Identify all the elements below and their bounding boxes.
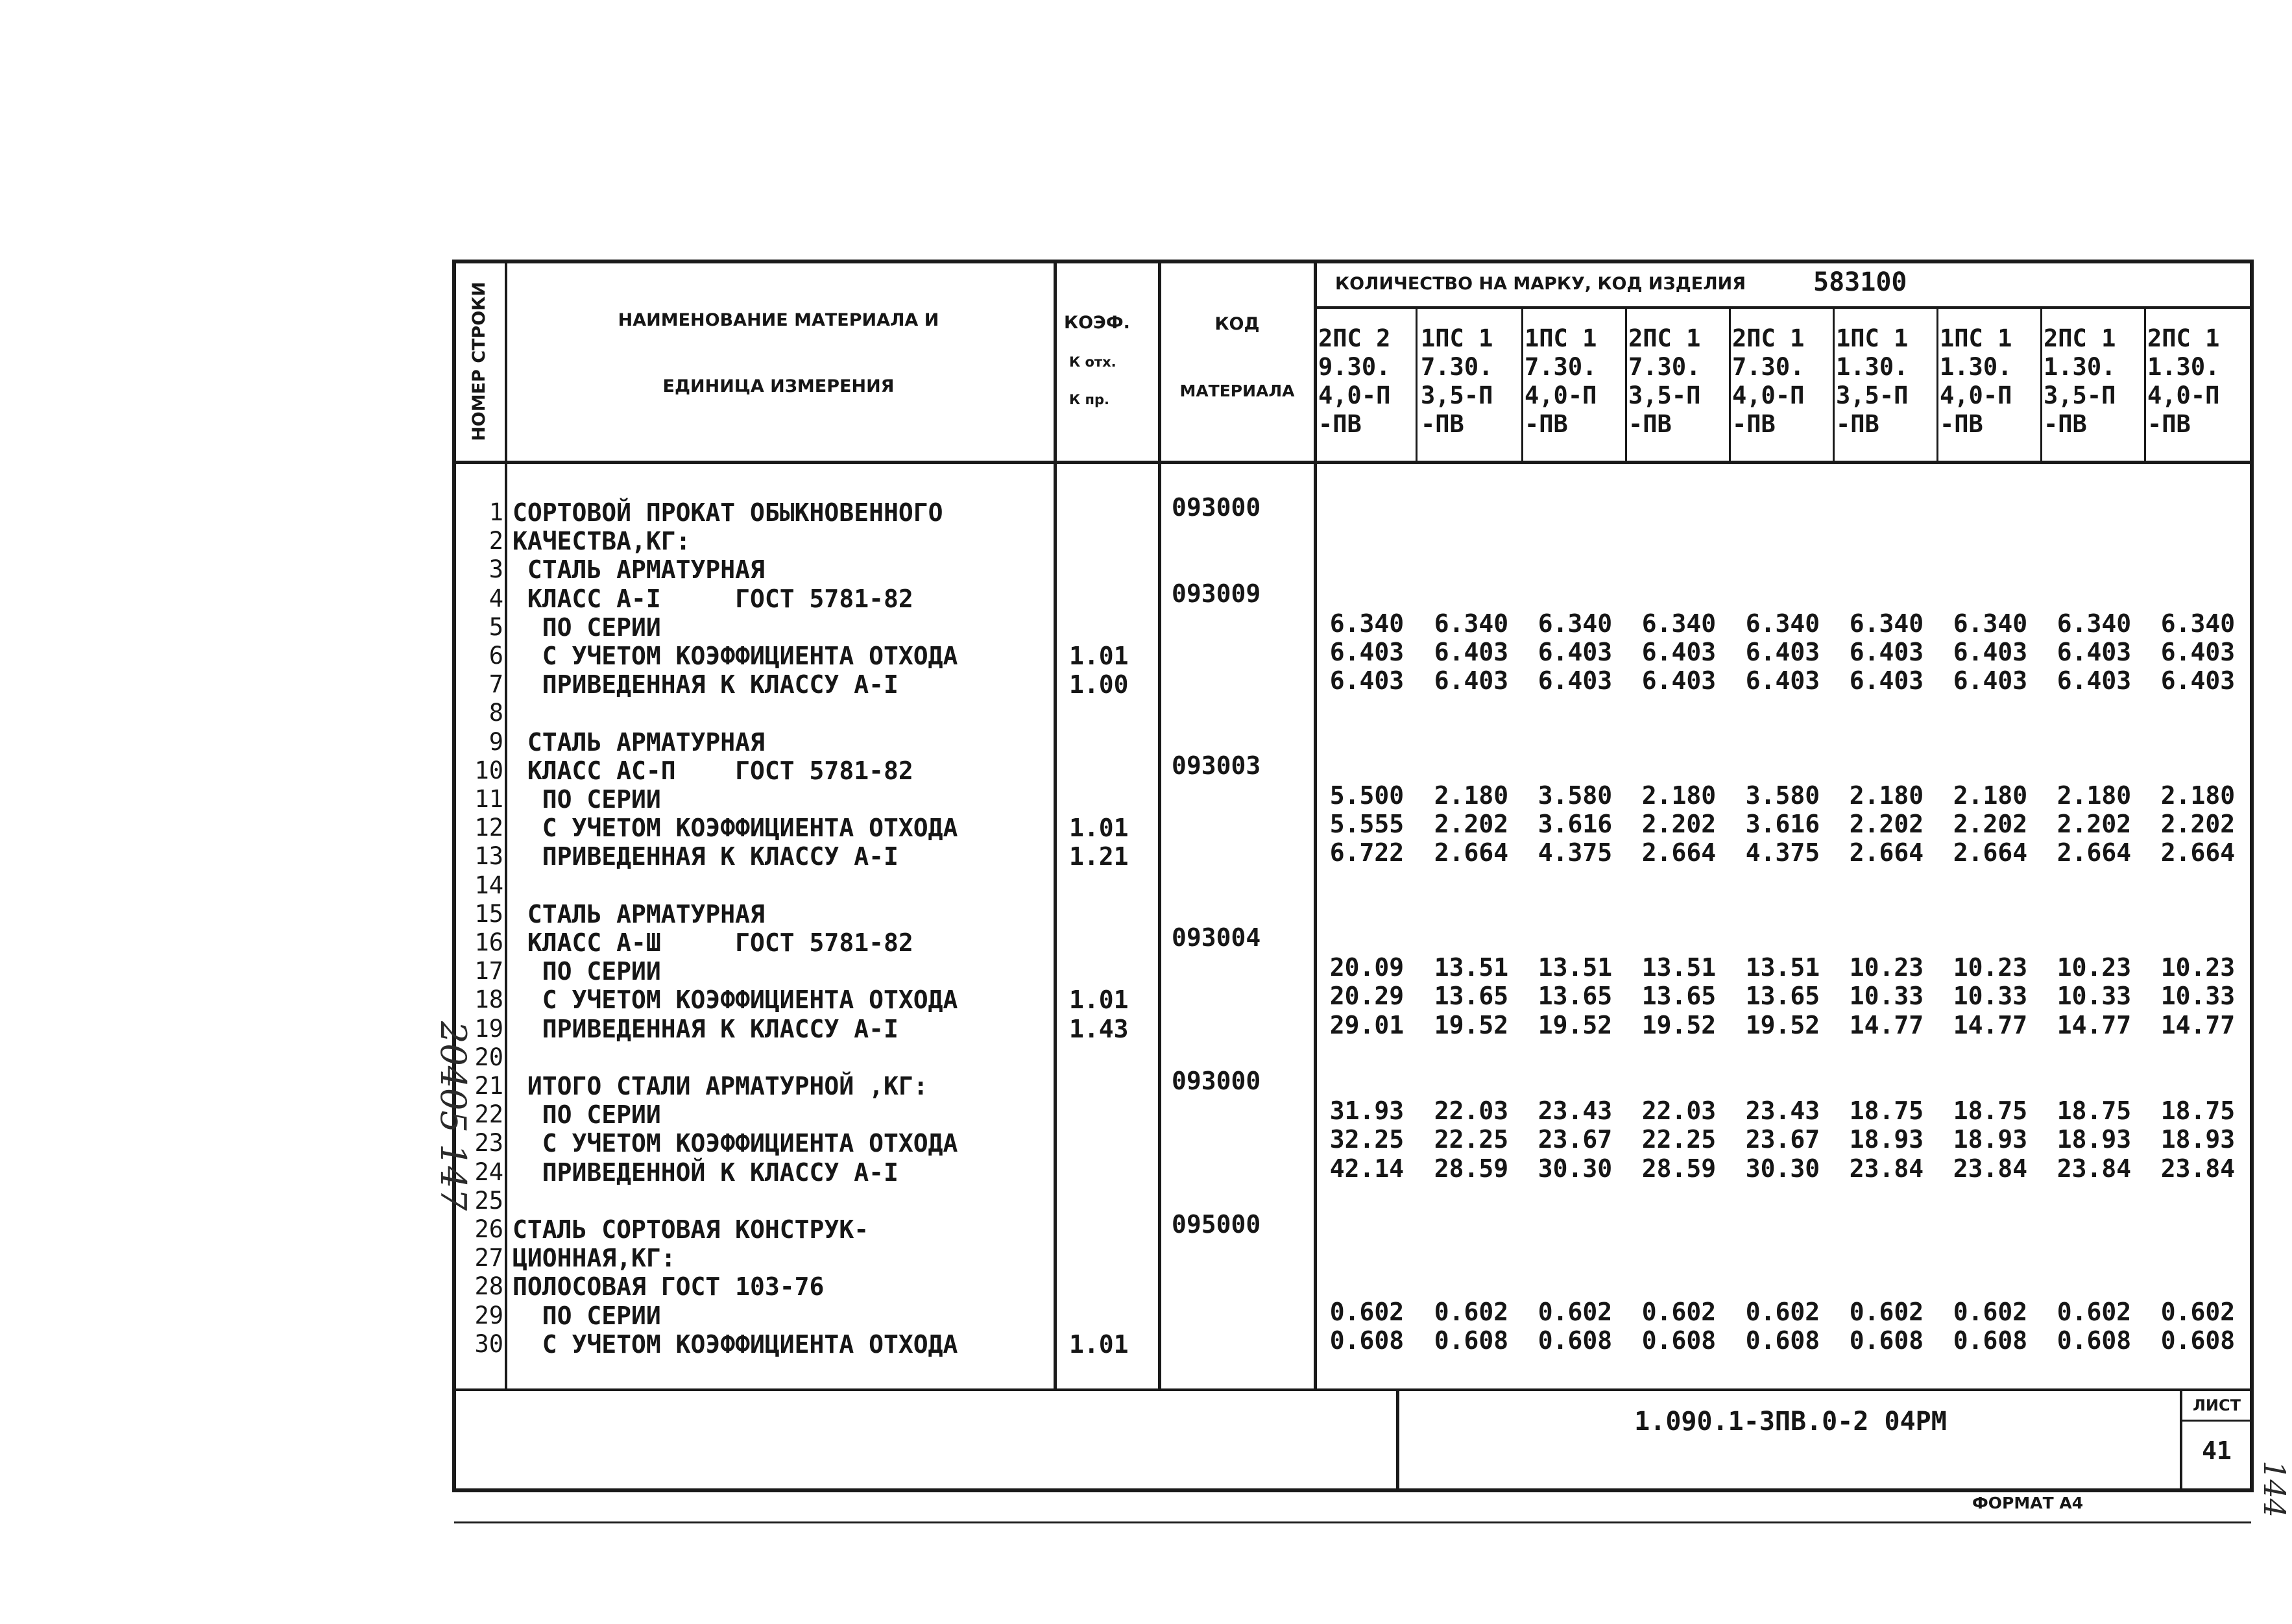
quantity-value: 6.403 [2160,666,2236,695]
quantity-value: 6.403 [1434,666,1509,695]
material-name: ПРИВЕДЕННАЯ К КЛАССУ А-I [513,842,899,871]
col-divider-q7 [2040,308,2042,463]
material-header-line1: НАИМЕНОВАНИЕ МАТЕРИАЛА И [618,310,939,330]
quantity-value: 0.608 [1745,1326,1820,1355]
column-header-line: 4,0-П [1525,382,1597,409]
quantity-value: 18.93 [1953,1125,2028,1154]
column-header-line: -ПВ [1732,410,1776,438]
quantity-value: 2.180 [2160,781,2236,810]
row-number: 13 [474,842,503,870]
quantity-value: 6.403 [2057,666,2132,695]
quantity-value: 0.608 [1953,1326,2028,1355]
quantity-value: 2.202 [2160,810,2236,838]
quantity-value: 18.93 [2057,1125,2132,1154]
quantity-value: 23.84 [1953,1154,2028,1183]
quantity-value: 22.03 [1641,1097,1717,1125]
quantity-value: 3.616 [1745,810,1820,838]
column-header-7 [1940,324,2012,439]
col-divider-q6 [1936,308,1938,463]
col-divider-rownum [505,260,507,1390]
column-header-line: 2ПС 1 [1628,324,1701,352]
material-code: 093004 [1172,923,1261,952]
row-number: 4 [489,585,503,612]
column-header-line: 3,5-П [1836,382,1909,409]
quantity-value: 6.403 [1641,638,1717,666]
quantity-value: 10.23 [2160,953,2236,982]
row-number: 7 [489,670,503,698]
quantity-value: 0.608 [2057,1326,2132,1355]
row-number: 1 [489,498,503,526]
quantity-value: 19.52 [1745,1011,1820,1039]
column-header-1 [1318,324,1390,439]
material-name: ПО СЕРИИ [513,1302,661,1330]
quantity-value: 6.403 [1745,638,1820,666]
column-header-line: 3,5-П [1628,382,1701,409]
quantity-value: 6.403 [1745,666,1820,695]
row-number: 3 [489,555,503,583]
quantity-value: 23.67 [1538,1125,1613,1154]
material-name: КЛАСС А-Ш ГОСТ 5781-82 [513,928,913,957]
column-header-line: 7.30. [1732,353,1805,381]
col-divider-q4 [1729,308,1731,463]
column-header-line: 1.30. [2147,353,2220,381]
column-header-5 [1732,324,1804,439]
quantity-header: КОЛИЧЕСТВО НА МАРКУ, КОД ИЗДЕЛИЯ [1335,274,1746,294]
quantity-value: 6.403 [1538,666,1613,695]
row-number: 26 [474,1215,503,1243]
row-number: 18 [474,986,503,1013]
quantity-value: 6.340 [1953,609,2028,638]
quantity-value: 10.23 [1953,953,2028,982]
quantity-value: 19.52 [1538,1011,1613,1039]
material-code: 095000 [1172,1210,1261,1239]
quantity-value: 6.403 [1953,666,2028,695]
material-name: С УЧЕТОМ КОЭФФИЦИЕНТА ОТХОДА [513,986,958,1014]
quantity-value: 18.75 [1953,1097,2028,1125]
quantity-value: 6.403 [1329,666,1405,695]
frame-top [452,260,2252,263]
quantity-value: 18.93 [1849,1125,1924,1154]
col-divider-q8 [2144,308,2146,463]
column-header-line: 1ПС 1 [1421,324,1493,352]
quantity-value: 2.180 [1953,781,2028,810]
frame-bottom [452,1488,2254,1492]
column-header-line: -ПВ [1318,410,1362,438]
quantity-value: 14.77 [1953,1011,2028,1039]
col-divider-coef [1158,260,1161,1390]
quantity-value: 13.51 [1434,953,1509,982]
quantity-value: 4.375 [1538,838,1613,867]
quantity-value: 32.25 [1329,1125,1405,1154]
row-number: 11 [474,785,503,813]
material-name: С УЧЕТОМ КОЭФФИЦИЕНТА ОТХОДА [513,1129,958,1157]
frame-right [2250,260,2254,1492]
quantity-value: 6.340 [1329,609,1405,638]
column-header-line: -ПВ [1421,410,1464,438]
column-header-line: 4,0-П [1732,382,1805,409]
quantity-value: 10.23 [2057,953,2132,982]
coef-header-line3: К пр. [1069,392,1109,407]
col-divider-q2 [1521,308,1523,463]
column-header-line: 4,0-П [1940,382,2012,409]
col-divider-q3 [1625,308,1627,463]
quantity-value: 2.664 [2057,838,2132,867]
quantity-value: 22.25 [1641,1125,1717,1154]
quantity-value: 13.51 [1641,953,1717,982]
quantity-value: 10.33 [1953,982,2028,1010]
column-header-line: 2ПС 2 [1318,324,1391,352]
material-name: С УЧЕТОМ КОЭФФИЦИЕНТА ОТХОДА [513,1330,958,1359]
column-header-4 [1628,324,1700,439]
quantity-value: 2.664 [1953,838,2028,867]
quantity-value: 14.77 [2057,1011,2132,1039]
row-number: 5 [489,613,503,641]
material-name: ПО СЕРИИ [513,613,661,642]
column-header-line: 7.30. [1525,353,1597,381]
quantity-value: 23.84 [2160,1154,2236,1183]
material-name: КЛАСС АС-П ГОСТ 5781-82 [513,757,913,785]
material-name: СТАЛЬ АРМАТУРНАЯ [513,728,765,757]
column-header-line: 3,5-П [2044,382,2116,409]
row-number: 9 [489,728,503,756]
row-number: 22 [474,1100,503,1128]
quantity-value: 0.608 [1538,1326,1613,1355]
coefficient: 1.43 [1069,1015,1129,1043]
quantity-value: 10.33 [2057,982,2132,1010]
quantity-value: 0.602 [2160,1298,2236,1326]
bottom-extra-line [454,1521,2251,1523]
coefficient: 1.01 [1069,642,1129,670]
quantity-value: 2.202 [1641,810,1717,838]
quantity-value: 2.180 [1641,781,1717,810]
row-number-header: НОМЕР СТРОКИ [469,282,489,441]
quantity-value: 23.84 [2057,1154,2132,1183]
row-number: 14 [474,871,503,899]
quantity-value: 2.202 [1434,810,1509,838]
column-header-line: 2ПС 1 [2147,324,2220,352]
quantity-value: 0.602 [1538,1298,1613,1326]
material-code: 093009 [1172,579,1261,608]
coefficient: 1.01 [1069,986,1129,1014]
quantity-value: 13.65 [1745,982,1820,1010]
quantity-value: 6.340 [1745,609,1820,638]
col-divider-q1 [1416,308,1417,463]
column-header-line: 1ПС 1 [1836,324,1909,352]
quantity-value: 19.52 [1641,1011,1717,1039]
material-name: С УЧЕТОМ КОЭФФИЦИЕНТА ОТХОДА [513,814,958,842]
quantity-value: 13.65 [1538,982,1613,1010]
quantity-value: 3.580 [1538,781,1613,810]
row-number: 28 [474,1272,503,1300]
row-number: 19 [474,1015,503,1043]
row-number: 25 [474,1187,503,1215]
column-header-line: 7.30. [1628,353,1701,381]
quantity-value: 0.602 [1849,1298,1924,1326]
quantity-value: 18.75 [2057,1097,2132,1125]
quantity-value: 0.602 [1745,1298,1820,1326]
quantity-value: 22.25 [1434,1125,1509,1154]
quantity-value: 6.403 [2057,638,2132,666]
row-number: 23 [474,1129,503,1157]
quantity-value: 10.33 [2160,982,2236,1010]
row-number: 8 [489,699,503,727]
quantity-value: 23.43 [1745,1097,1820,1125]
material-name: ПРИВЕДЕННАЯ К КЛАССУ А-I [513,1015,899,1043]
column-header-line: 4,0-П [1318,382,1391,409]
quantity-value: 13.51 [1745,953,1820,982]
column-header-line: 2ПС 1 [1732,324,1805,352]
material-name: СТАЛЬ СОРТОВАЯ КОНСТРУК- [513,1215,869,1244]
column-header-line: 1ПС 1 [1525,324,1597,352]
column-header-line: 3,5-П [1421,382,1493,409]
column-header-line: -ПВ [1836,410,1879,438]
quantity-value: 0.602 [1641,1298,1717,1326]
table-bottom-line [454,1388,2251,1391]
coefficient: 1.00 [1069,670,1129,699]
col-divider-code [1314,260,1317,1390]
column-header-line: 1.30. [1836,353,1909,381]
code-header-line1: КОД [1214,314,1260,334]
row-number: 16 [474,928,503,956]
material-name: ПО СЕРИИ [513,1100,661,1129]
quantity-value: 2.664 [1849,838,1924,867]
column-header-line: -ПВ [2044,410,2087,438]
material-name: ЦИОННАЯ,КГ: [513,1244,676,1272]
column-header-6 [1836,324,1908,439]
quantity-value: 30.30 [1745,1154,1820,1183]
coefficient: 1.01 [1069,814,1129,842]
quantity-value: 23.67 [1745,1125,1820,1154]
material-name: СТАЛЬ АРМАТУРНАЯ [513,900,765,928]
column-header-line: -ПВ [2147,410,2191,438]
quantity-value: 14.77 [1849,1011,1924,1039]
column-header-line: 9.30. [1318,353,1391,381]
column-header-line: 1.30. [1940,353,2012,381]
material-code: 093000 [1172,1067,1261,1095]
column-header-line: 2ПС 1 [2044,324,2116,352]
coef-header-line2: К отх. [1069,354,1116,370]
sheet-label: ЛИСТ [2192,1396,2241,1414]
quantity-value: 6.340 [2160,609,2236,638]
right-handwritten-note: 144 [2257,1460,2292,1518]
column-header-line: -ПВ [1525,410,1568,438]
material-name: СТАЛЬ АРМАТУРНАЯ [513,555,765,584]
quantity-value: 2.180 [1849,781,1924,810]
row-number: 10 [474,757,503,784]
quantity-value: 2.664 [1434,838,1509,867]
quantity-value: 6.403 [1849,638,1924,666]
quantity-value: 6.340 [1641,609,1717,638]
coefficient: 1.01 [1069,1330,1129,1359]
material-code: 093003 [1172,751,1261,780]
col-divider-q5 [1833,308,1835,463]
quantity-value: 18.75 [2160,1097,2236,1125]
material-name: ПОЛОСОВАЯ ГОСТ 103-76 [513,1272,825,1301]
quantity-value: 2.180 [1434,781,1509,810]
quantity-value: 0.602 [1434,1298,1509,1326]
material-name: СОРТОВОЙ ПРОКАТ ОБЫКНОВЕННОГО [513,498,943,527]
quantity-value: 22.03 [1434,1097,1509,1125]
row-number: 30 [474,1330,503,1358]
quantity-value: 23.43 [1538,1097,1613,1125]
sheet-box-mid [2181,1420,2251,1422]
quantity-value: 14.77 [2160,1011,2236,1039]
header-bottom-line [454,461,2251,464]
material-name: КАЧЕСТВА,КГ: [513,527,691,555]
row-number: 21 [474,1072,503,1100]
quantity-value: 6.403 [2160,638,2236,666]
quantity-value: 0.602 [1329,1298,1405,1326]
quantity-value: 6.340 [1538,609,1613,638]
column-header-line: -ПВ [1628,410,1672,438]
quantity-value: 20.09 [1329,953,1405,982]
row-number: 20 [474,1043,503,1071]
row-number: 15 [474,900,503,928]
quantity-value: 2.180 [2057,781,2132,810]
column-header-3 [1525,324,1597,439]
quantity-header-line [1314,306,2252,309]
quantity-value: 6.403 [1849,666,1924,695]
quantity-value: 3.616 [1538,810,1613,838]
sheet-box-left [2180,1390,2182,1490]
column-header-line: -ПВ [1940,410,1983,438]
quantity-value: 42.14 [1329,1154,1405,1183]
left-handwritten-note: 20405 147 [433,1021,474,1211]
coef-header-line1: КОЭФ. [1064,313,1130,333]
code-header-line2: МАТЕРИАЛА [1179,382,1295,400]
quantity-value: 0.608 [1434,1326,1509,1355]
quantity-value: 6.403 [1641,666,1717,695]
quantity-value: 6.403 [1434,638,1509,666]
material-name: ПО СЕРИИ [513,785,661,814]
quantity-value: 0.602 [2057,1298,2132,1326]
quantity-value: 20.29 [1329,982,1405,1010]
quantity-value: 2.202 [1953,810,2028,838]
quantity-value: 2.664 [1641,838,1717,867]
quantity-value: 6.340 [2057,609,2132,638]
quantity-value: 10.23 [1849,953,1924,982]
quantity-value: 4.375 [1745,838,1820,867]
row-number: 6 [489,642,503,670]
quantity-value: 2.202 [2057,810,2132,838]
quantity-value: 18.75 [1849,1097,1924,1125]
row-number: 12 [474,814,503,842]
material-name: ПРИВЕДЕННОЙ К КЛАССУ А-I [513,1158,899,1187]
document-code: 1.090.1-3ПВ.0-2 04РМ [1634,1407,1947,1436]
quantity-value: 18.93 [2160,1125,2236,1154]
quantity-value: 0.608 [1329,1326,1405,1355]
material-name: КЛАСС А-I ГОСТ 5781-82 [513,585,913,613]
material-name: С УЧЕТОМ КОЭФФИЦИЕНТА ОТХОДА [513,642,958,670]
col-divider-material [1054,260,1057,1390]
coefficient: 1.21 [1069,842,1129,871]
product-code: 583100 [1813,267,1907,297]
quantity-value: 13.65 [1641,982,1717,1010]
column-header-2 [1421,324,1493,439]
row-number: 2 [489,527,503,555]
quantity-value: 6.340 [1434,609,1509,638]
format-label: ФОРМАТ А4 [1972,1494,2084,1512]
column-header-line: 7.30. [1421,353,1493,381]
row-number: 29 [474,1302,503,1329]
column-header-9 [2147,324,2219,439]
quantity-value: 13.51 [1538,953,1613,982]
quantity-value: 31.93 [1329,1097,1405,1125]
column-header-line: 1ПС 1 [1940,324,2012,352]
quantity-value: 0.608 [1849,1326,1924,1355]
quantity-value: 19.52 [1434,1011,1509,1039]
quantity-value: 2.664 [2160,838,2236,867]
quantity-value: 6.403 [1538,638,1613,666]
quantity-value: 10.33 [1849,982,1924,1010]
column-header-8 [2044,324,2116,439]
quantity-value: 6.340 [1849,609,1924,638]
quantity-value: 0.608 [2160,1326,2236,1355]
row-number: 27 [474,1244,503,1272]
quantity-value: 5.500 [1329,781,1405,810]
quantity-value: 3.580 [1745,781,1820,810]
quantity-value: 13.65 [1434,982,1509,1010]
quantity-value: 6.403 [1953,638,2028,666]
quantity-value: 2.202 [1849,810,1924,838]
title-block-divider [1396,1390,1399,1490]
material-name: ПО СЕРИИ [513,957,661,986]
quantity-value: 28.59 [1641,1154,1717,1183]
material-name: ПРИВЕДЕННАЯ К КЛАССУ А-I [513,670,899,699]
quantity-value: 28.59 [1434,1154,1509,1183]
row-number: 17 [474,957,503,985]
material-code: 093000 [1172,493,1261,522]
quantity-value: 6.722 [1329,838,1405,867]
quantity-value: 6.403 [1329,638,1405,666]
material-name: ИТОГО СТАЛИ АРМАТУРНОЙ ,КГ: [513,1072,928,1100]
row-number: 24 [474,1158,503,1186]
material-header-line2: ЕДИНИЦА ИЗМЕРЕНИЯ [662,376,895,396]
column-header-line: 1.30. [2044,353,2116,381]
quantity-value: 5.555 [1329,810,1405,838]
quantity-value: 0.608 [1641,1326,1717,1355]
quantity-value: 29.01 [1329,1011,1405,1039]
column-header-line: 4,0-П [2147,382,2220,409]
quantity-value: 23.84 [1849,1154,1924,1183]
quantity-value: 0.602 [1953,1298,2028,1326]
quantity-value: 30.30 [1538,1154,1613,1183]
sheet-number: 41 [2202,1436,2232,1465]
